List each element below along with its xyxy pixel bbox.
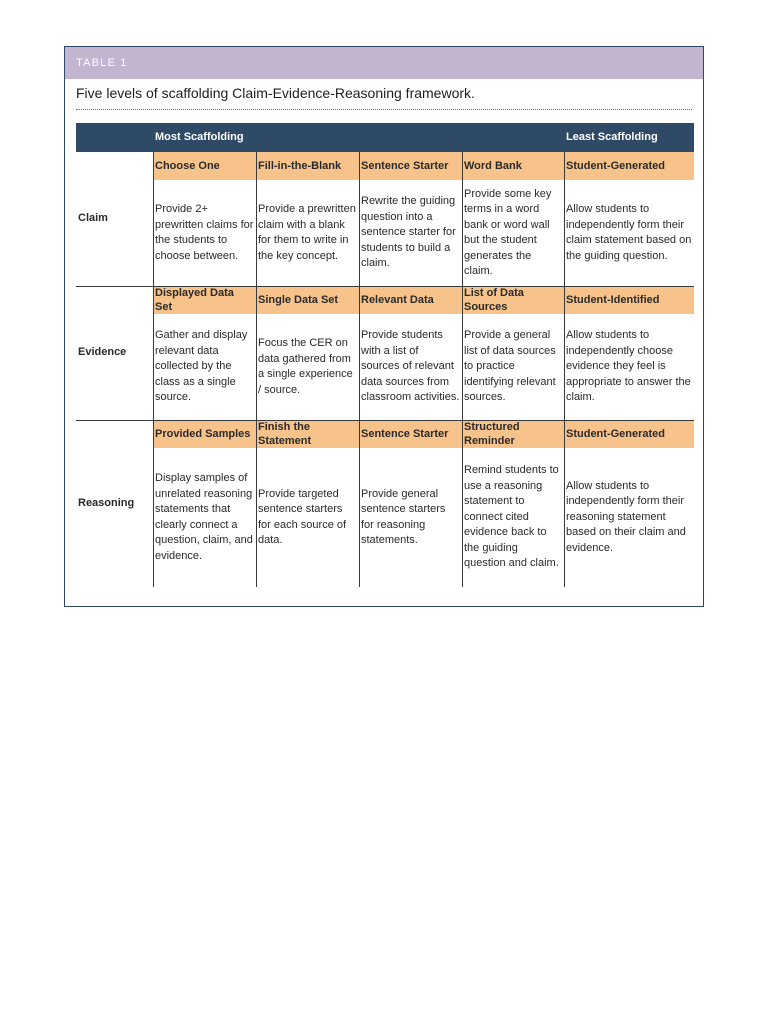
level-cell: Choose One (153, 152, 256, 180)
level-cell: Relevant Data (359, 286, 462, 314)
column-divider (462, 152, 463, 587)
table-label: TABLE 1 (65, 47, 703, 79)
level-cell: Structured Reminder (462, 420, 564, 448)
level-cell: Finish the Statement (256, 420, 359, 448)
description-cell: Provide targeted sentence starters for each source of data. (258, 487, 347, 546)
column-divider (359, 152, 360, 587)
level-cell: Sentence Starter (359, 420, 462, 448)
description-cell: Provide a prewritten claim with a blank for them to write in the key concept. (258, 203, 356, 262)
description-cell: Gather and display relevant data collected by the class as a single source. (155, 329, 248, 404)
level-cell: Student-Generated (564, 152, 694, 180)
column-divider (256, 152, 257, 587)
description-cell: Remind students to use a reasoning statement to connect cited evidence back to the guiding question and claim. (464, 464, 559, 570)
level-cell: Student-Identified (564, 286, 694, 314)
level-cell: Provided Samples (153, 420, 256, 448)
level-cell: Sentence Starter (359, 152, 462, 180)
header-corner (76, 123, 153, 152)
table-title: Five levels of scaffolding Claim-Evidence-Reasoning framework. (76, 85, 475, 101)
description-cell: Allow students to independently form their reasoning statement based on their claim and evidence. (566, 479, 686, 554)
scaffolding-table (76, 123, 694, 587)
header-least-scaffolding: Least Scaffolding (564, 123, 694, 152)
description-cell: Provide a general list of data sources to practice identifying relevant sources. (464, 329, 556, 404)
row-label-evidence: Evidence (78, 346, 127, 359)
column-divider (564, 152, 565, 587)
level-cell: Displayed Data Set (153, 286, 256, 314)
description-cell: Allow students to independently choose evidence they feel is appropriate to answer the claim. (566, 329, 691, 404)
column-divider (153, 152, 154, 587)
row-label-claim: Claim (78, 212, 108, 225)
level-cell: Word Bank (462, 152, 564, 180)
description-cell: Allow students to independently form their claim statement based on the guiding question. (566, 203, 692, 262)
description-cell: Provide 2+ prewritten claims for the students to choose between. (155, 203, 254, 262)
header-middle (256, 123, 564, 152)
description-cell: Provide general sentence starters for reasoning statements. (361, 487, 446, 546)
row-divider (76, 286, 694, 287)
description-cell: Provide students with a list of sources of relevant data sources from classroom activities. (361, 329, 460, 404)
description-cell: Provide some key terms in a word bank or word wall but the student generates the claim. (464, 187, 552, 277)
description-cell: Focus the CER on data gathered from a single experience / source. (258, 337, 353, 396)
description-cell: Rewrite the guiding question into a sentence starter for students to build a claim. (361, 195, 456, 270)
description-cell: Display samples of unrelated reasoning statements that clearly connect a question, claim, and evidence. (155, 472, 253, 562)
level-cell: Single Data Set (256, 286, 359, 314)
header-most-scaffolding: Most Scaffolding (153, 123, 256, 152)
level-cell: List of Data Sources (462, 286, 564, 314)
level-cell: Student-Generated (564, 420, 694, 448)
title-divider (76, 109, 692, 110)
table-frame (64, 46, 704, 607)
row-divider (76, 420, 694, 421)
level-cell: Fill-in-the-Blank (256, 152, 359, 180)
row-label-reasoning: Reasoning (78, 496, 135, 509)
